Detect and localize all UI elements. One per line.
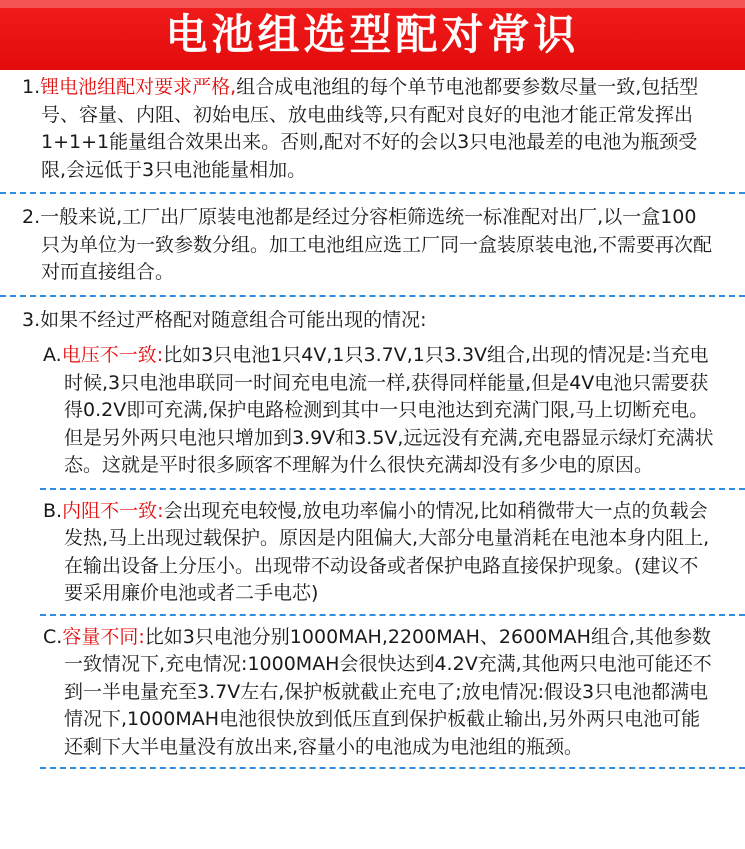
item-a-text: 比如3只电池1只4V,1只3.7V,1只3.3V组合,出现的情况是:当充电时候,3只电池串联同一时间充电电流一样,获得同样能量,但是4V电池只需要获得0.2V即可充满,保护电路检测到其中一只电池达到充满门限,马上切断充电。但是另外两只电池只增加到3.9V和3.5V,远远没有充满,充电器显示绿灯充满状态。这就是平时很多顾客不理解为什么很快充满却没有多少电的原因。 [64,344,714,476]
point-3-paragraph [22,307,715,335]
item-a-highlight: 电压不一致: [61,344,164,366]
item-b-highlight: 内阻不一致: [62,499,164,522]
point-1 [0,70,745,192]
item-a-label: A. [43,344,62,366]
item-b-label: B. [43,499,63,522]
point-2-paragraph [22,204,715,287]
item-a [0,338,745,488]
item-b-text: 会出现充电较慢,放电功率偏小的情况,比如稍微带大一点的负载会发热,马上出现过载保护。原因是内阻偏大,大部分电量消耗在电池本身内阻上,在输出设备上分压小。出现带不动设备或者保护电路直接保护现象。(建议不要采用廉价电池或者二手电芯) [64,499,710,604]
title-banner [0,0,745,70]
item-b [0,490,745,614]
point-2-text: 一般来说,工厂出厂原装电池都是经过分容柜筛选统一标准配对出厂,以一盒100只为单位为一致参数分组。加工电池组应选工厂同一盒装原装电池,不需要再次配对而直接组合。 [40,206,713,283]
point-1-paragraph [22,74,715,184]
item-c-highlight: 容量不同: [62,625,145,648]
item-a-paragraph [43,342,715,480]
page-title: 电池组选型配对常识 [165,10,580,59]
point-3-text: 如果不经过严格配对随意组合可能出现的情况: [40,308,427,331]
point-3 [0,297,745,339]
item-b-paragraph [43,498,715,608]
item-c-text: 比如3只电池分别1000MAH,2200MAH、2600MAH组合,其他参数一致情况下,充电情况:1000MAH会很快达到4.2V充满,其他两只电池可能还不到一半电量充至3.7V左右,保护板就截止充电了;放电情况:假设3只电池都满电情况下,1000MAH电池很快放到低压直到保护板截止输出,另外两只电池可能还剩下大半电量没有放出来,容量小的电池成为电池组的瓶颈。 [64,625,712,758]
divider [40,767,745,769]
point-1-highlight: 锂电池组配对要求严格, [40,76,237,98]
item-c [0,616,745,768]
point-1-number: 1. [22,76,41,98]
point-2-number: 2. [22,206,41,228]
document-body [0,70,745,769]
item-c-paragraph [43,624,715,762]
point-1-text: 组合成电池组的每个单节电池都要参数尽量一致,包括型号、容量、内阻、初始电压、放电曲线等,只有配对良好的电池才能正常发挥出1+1+1能量组合效果出来。否则,配对不好的会以3只电池最差的电池为瓶颈受限,会远低于3只电池能量相加。 [41,76,699,181]
item-c-label: C. [43,625,63,648]
point-2 [0,194,745,295]
point-3-number: 3. [22,308,41,331]
